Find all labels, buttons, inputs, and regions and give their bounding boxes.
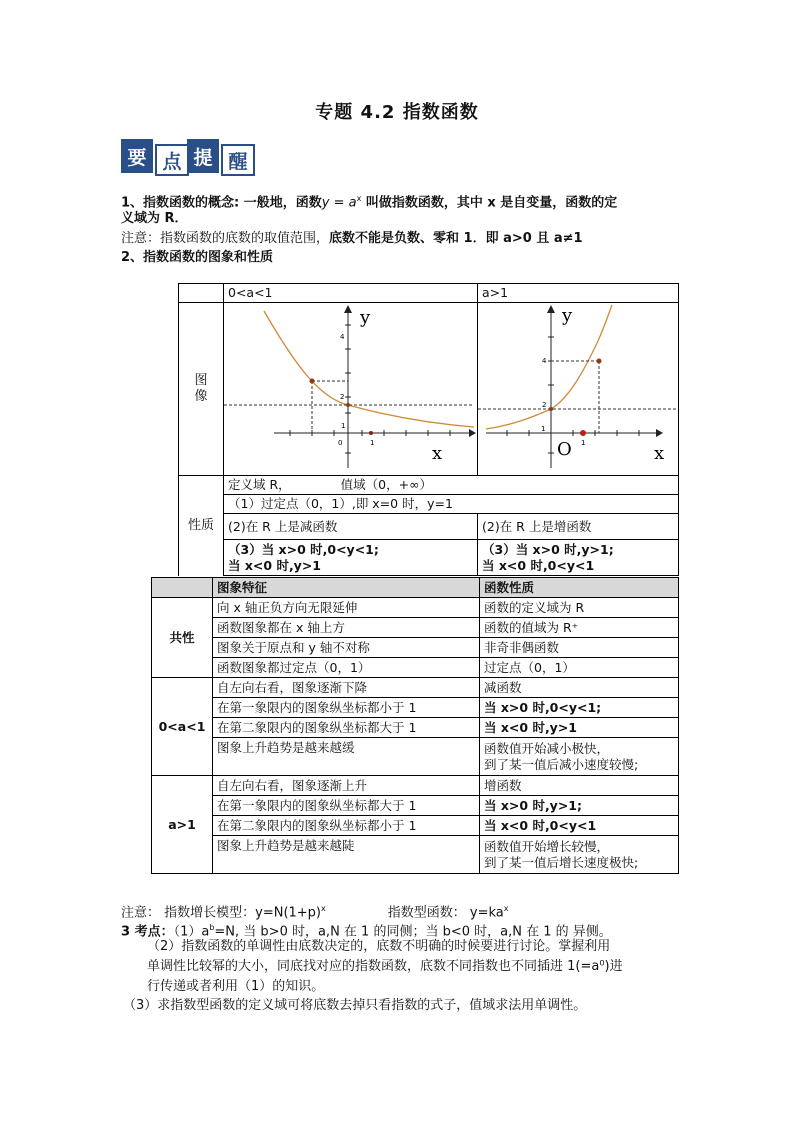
tick-rx1: 1 (581, 439, 586, 447)
page-title: 专题 4.2 指数函数 (315, 102, 479, 123)
small-feature-1: 自左向右看，图象逐渐下降 (213, 678, 480, 698)
kaodian-3: （3）求指数型函数的定义域可将底数去掉只看指数的式子，值域求法用单调性。 (123, 998, 587, 1013)
graph-property-table (178, 283, 679, 576)
tick-x1: 1 (370, 439, 375, 447)
common-prop-3: 非奇非偶函数 (480, 638, 679, 658)
axis-y-label: y (360, 307, 371, 328)
badge-dian: 点 (155, 144, 189, 176)
kaodian-2-line1: （2）指数函数的单调性由底数决定的，底数不明确的时候要进行讨论。掌握利用 (147, 939, 611, 954)
large-prop-2: 当 x>0 时,y>1; (480, 796, 679, 816)
axis-y-label-r: y (562, 305, 573, 326)
tick-r4: 4 (542, 357, 547, 365)
section2-heading: 2、指数函数的图象和性质 (121, 250, 274, 265)
small-prop-1: 减函数 (480, 678, 679, 698)
badge-xing: 醒 (221, 144, 255, 176)
badge-yao: 要 (121, 139, 153, 173)
large-prop-4: 函数值开始增长较慢， 到了某一值后增长速度极快; (480, 836, 679, 874)
axis-x-label: x (432, 443, 443, 464)
small-feature-4: 图象上升趋势是越来越缓 (213, 738, 480, 776)
small-prop-3: 当 x<0 时,y>1 (480, 718, 679, 738)
large-feature-1: 自左向右看，图象逐渐上升 (213, 776, 480, 796)
common-prop-2: 函数的值域为 R⁺ (480, 618, 679, 638)
head-prop: 函数性质 (480, 578, 679, 598)
tick-4: 4 (340, 333, 345, 341)
group-a-small: 0<a<1 (152, 678, 213, 776)
increasing-prop: (2)在 R 上是增函数 (478, 514, 679, 540)
large-feature-4: 图象上升趋势是越来越陡 (213, 836, 480, 874)
concept-line2: 义域为 R． (121, 211, 188, 226)
graph-increasing (478, 303, 679, 476)
small-feature-3: 在第二象限内的图象纵坐标都大于 1 (213, 718, 480, 738)
header-a-large: a>1 (478, 284, 679, 303)
feature-table (151, 577, 679, 874)
large-prop-3: 当 x<0 时,0<y<1 (480, 816, 679, 836)
group-a-large: a>1 (152, 776, 213, 874)
common-feature-3: 图象关于原点和 y 轴不对称 (213, 638, 480, 658)
kaodian-2-line3: 行传递或者利用（1）的知识。 (147, 979, 325, 994)
row-image-label: 图 像 (179, 303, 224, 476)
tick-r1: 1 (541, 425, 546, 433)
decreasing-prop: (2)在 R 上是减函数 (224, 514, 478, 540)
common-feature-4: 函数图象都过定点（0，1） (213, 658, 480, 678)
tick-1: 1 (341, 422, 346, 430)
graph-decreasing-svg (224, 303, 477, 471)
concept-line1: 1、指数函数的概念: 一般地，函数$y = a^x$ 叫做指数函数，其中 x 是自变量，函数的定 (121, 194, 618, 211)
graph-increasing-svg (478, 303, 678, 471)
growth-model-note: 注意： 指数增长模型：$y=N(1+p)^x$ 指数型函数： $y=ka^x$ (121, 904, 509, 921)
axis-x-label-r: x (654, 443, 665, 464)
formula: y = a (321, 195, 357, 211)
kaodian-2-line2: 单调性比较幂的大小，同底找对应的指数函数，底数不同指数也不同插进 1(=a⁰)进 (147, 959, 623, 974)
small-prop-2: 当 x>0 时,0<y<1; (480, 698, 679, 718)
row-property-label: 性质 (179, 476, 224, 576)
concept-note: 注意：指数函数的底数的取值范围，底数不能是负数、零和 1．即 a>0 且 a≠1 (121, 231, 583, 246)
group-common: 共性 (152, 598, 213, 678)
common-feature-2: 函数图象都在 x 轴上方 (213, 618, 480, 638)
small-prop-4: 函数值开始减小极快， 到了某一值后减小速度较慢; (480, 738, 679, 776)
common-feature-1: 向 x 轴正负方向无限延伸 (213, 598, 480, 618)
header-a-small: 0<a<1 (224, 284, 478, 303)
badge-ti: 提 (187, 139, 219, 173)
common-prop-1: 函数的定义域为 R (480, 598, 679, 618)
origin-label: O (557, 439, 572, 460)
kaodian-1: 3 考点：$(1)a^b=N$, 当 b>0 时，a,N 在 1 的同侧；当 b<0 时，a,N 在 1 的 异侧。 (121, 923, 612, 940)
common-prop-4: 过定点（0，1） (480, 658, 679, 678)
prop3-large: （3）当 x>0 时,y>1; 当 x<0 时,0<y<1 (478, 540, 679, 576)
tick-2: 2 (340, 393, 345, 401)
domain-range: 定义域 R， 值域（0，+∞） (224, 476, 679, 495)
large-feature-3: 在第二象限内的图象纵坐标都小于 1 (213, 816, 480, 836)
small-feature-2: 在第一象限内的图象纵坐标都小于 1 (213, 698, 480, 718)
tick-r2: 2 (542, 401, 547, 409)
fixed-point: （1）过定点（0，1）,即 x=0 时，y=1 (224, 495, 679, 514)
head-feature: 图象特征 (213, 578, 480, 598)
large-prop-1: 增函数 (480, 776, 679, 796)
prop3-small: （3）当 x>0 时,0<y<1; 当 x<0 时,y>1 (224, 540, 478, 576)
tick-0: 0 (338, 439, 343, 447)
graph-decreasing (224, 303, 478, 476)
large-feature-2: 在第一象限内的图象纵坐标都大于 1 (213, 796, 480, 816)
